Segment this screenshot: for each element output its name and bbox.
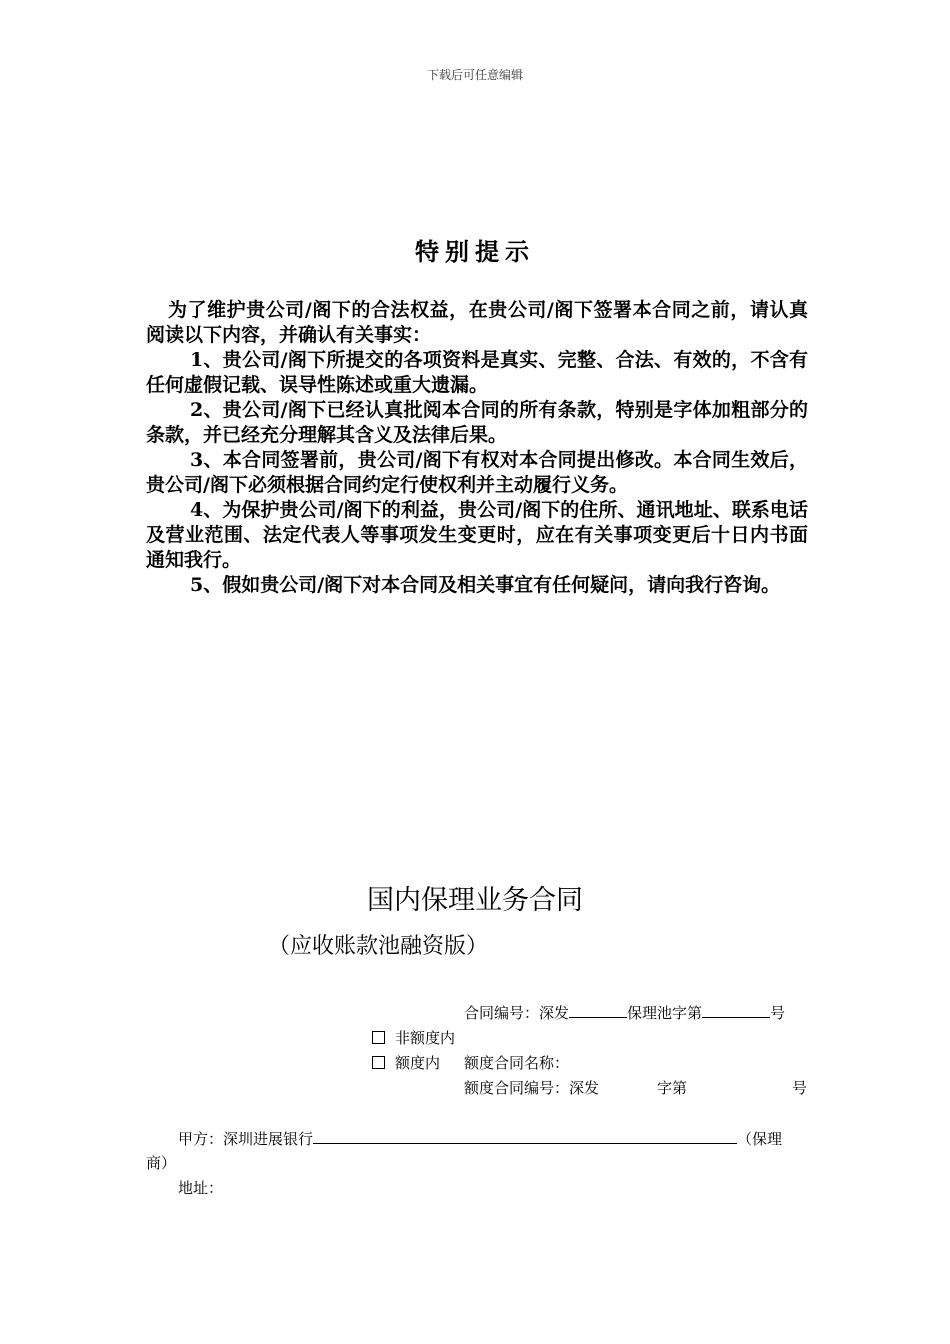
notice-item-1: 1、贵公司/阁下所提交的各项资料是真实、完整、合法、有效的，不含有任何虚假记载、误导性陈述或重大遗漏。 [146, 349, 808, 396]
contract-title: 国内保理业务合同 [367, 885, 583, 916]
quota-number-middle: 字第 [657, 1079, 688, 1097]
contract-number-suffix: 号 [770, 1004, 786, 1022]
party-a-line [178, 1127, 782, 1149]
quota-name-label: 额度合同名称： [464, 1054, 570, 1072]
notice-title: 特别提示 [415, 238, 535, 266]
option-quota [372, 1052, 440, 1073]
contract-number-label: 合同编号：深发 [464, 1004, 570, 1022]
notice-item-3: 3、本合同签署前，贵公司/阁下有权对本合同提出修改。本合同生效后，贵公司/阁下必须根据合同约定行使权利并主动履行义务。 [146, 449, 808, 496]
party-a-suffix: （保理 [737, 1130, 783, 1148]
party-a-wrap: 商） [146, 1154, 177, 1172]
contract-number-line [464, 1001, 785, 1023]
notice-intro: 为了维护贵公司/阁下的合法权益，在贵公司/阁下签署本合同之前，请认真阅读以下内容，并确认有关事实： [146, 299, 808, 346]
quota-number-suffix: 号 [792, 1079, 808, 1097]
quota-number-label: 额度合同编号：深发 [464, 1079, 600, 1097]
option-quota-label: 额度内 [395, 1054, 441, 1072]
party-a-blank[interactable] [313, 1127, 737, 1144]
header-note: 下载后可任意编辑 [426, 68, 523, 82]
notice-item-4: 4、为保护贵公司/阁下的利益，贵公司/阁下的住所、通讯地址、联系电话及营业范围、法定代表人等事项发生变更时，应在有关事项变更后十日内书面通知我行。 [146, 499, 808, 571]
notice-body [146, 298, 808, 598]
notice-item-5: 5、假如贵公司/阁下对本合同及相关事宜有任何疑问，请向我行咨询。 [190, 574, 781, 596]
contract-number-blank-1[interactable] [569, 1001, 627, 1018]
option-non-quota [372, 1027, 455, 1048]
party-a-label: 甲方：深圳进展银行 [178, 1130, 314, 1148]
option-non-quota-label: 非额度内 [395, 1029, 456, 1047]
contract-number-blank-2[interactable] [702, 1001, 770, 1018]
non-quota-checkbox[interactable] [372, 1031, 385, 1044]
contract-number-middle: 保理池字第 [627, 1004, 703, 1022]
contract-subtitle: （应收账款池融资版） [268, 934, 489, 959]
quota-checkbox[interactable] [372, 1056, 385, 1069]
address-label: 地址： [178, 1179, 224, 1197]
notice-item-2: 2、贵公司/阁下已经认真批阅本合同的所有条款，特别是字体加粗部分的条款，并已经充分理解其含义及法律后果。 [146, 399, 808, 446]
